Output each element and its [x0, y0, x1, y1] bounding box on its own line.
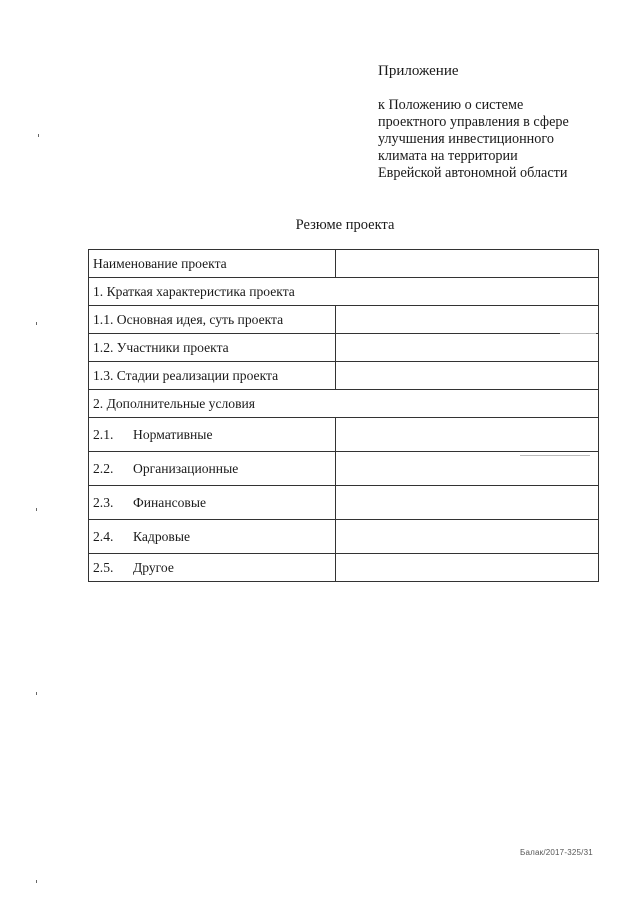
scan-mark: [36, 880, 37, 883]
appendix-line: климата на территории: [378, 148, 518, 164]
value-cell[interactable]: [335, 306, 598, 334]
value-cell[interactable]: [335, 362, 598, 390]
row-label-text: Финансовые: [133, 494, 207, 510]
table-row-section: [89, 278, 599, 306]
value-cell[interactable]: [335, 250, 598, 278]
row-label-text: Организационные: [133, 460, 239, 476]
row-label: [89, 418, 336, 452]
row-label: 1.2. Участники проекта: [89, 334, 336, 362]
row-label-text: Кадровые: [133, 528, 191, 544]
scan-mark: [36, 508, 37, 511]
table-row: [89, 452, 599, 486]
scan-mark: [38, 134, 39, 137]
scan-artifact: [560, 333, 596, 334]
table-row-section: [89, 390, 599, 418]
section-heading: 2. Дополнительные условия: [89, 390, 599, 418]
scan-mark: [36, 692, 37, 695]
table-row: [89, 554, 599, 582]
table-row: [89, 418, 599, 452]
row-number: 2.4.: [93, 528, 114, 544]
appendix-reference: [378, 97, 608, 182]
row-label-text: Нормативные: [133, 426, 213, 442]
footer-stamp: Балак/2017-325/31: [520, 848, 593, 857]
table-row: [89, 334, 599, 362]
value-cell[interactable]: [335, 486, 598, 520]
appendix-title: Приложение: [378, 63, 459, 79]
value-cell[interactable]: [335, 334, 598, 362]
document-title: Резюме проекта: [295, 217, 395, 233]
row-label: Наименование проекта: [89, 250, 336, 278]
row-label: 1.1. Основная идея, суть проекта: [89, 306, 336, 334]
row-label-text: Другое: [133, 559, 174, 575]
section-heading: 1. Краткая характеристика проекта: [89, 278, 599, 306]
row-label: [89, 520, 336, 554]
row-number: 2.3.: [93, 494, 114, 510]
value-cell[interactable]: [335, 418, 598, 452]
scan-mark: [36, 322, 37, 325]
row-label: [89, 486, 336, 520]
table-row: [89, 362, 599, 390]
table-row: [89, 486, 599, 520]
appendix-line: улучшения инвестиционного: [378, 131, 554, 147]
value-cell[interactable]: [335, 554, 598, 582]
row-number: 2.2.: [93, 460, 114, 476]
table-row: [89, 306, 599, 334]
row-number: 2.5.: [93, 559, 114, 575]
row-label: 1.3. Стадии реализации проекта: [89, 362, 336, 390]
row-label: [89, 452, 336, 486]
row-number: 2.1.: [93, 426, 114, 442]
project-summary-table: [88, 249, 599, 582]
table-row: [89, 520, 599, 554]
scan-artifact: [520, 455, 590, 456]
value-cell[interactable]: [335, 452, 598, 486]
appendix-line: к Положению о системе: [378, 97, 524, 113]
table-row: [89, 250, 599, 278]
appendix-line: Еврейской автономной области: [378, 165, 568, 181]
row-label: [89, 554, 336, 582]
value-cell[interactable]: [335, 520, 598, 554]
appendix-line: проектного управления в сфере: [378, 114, 569, 130]
